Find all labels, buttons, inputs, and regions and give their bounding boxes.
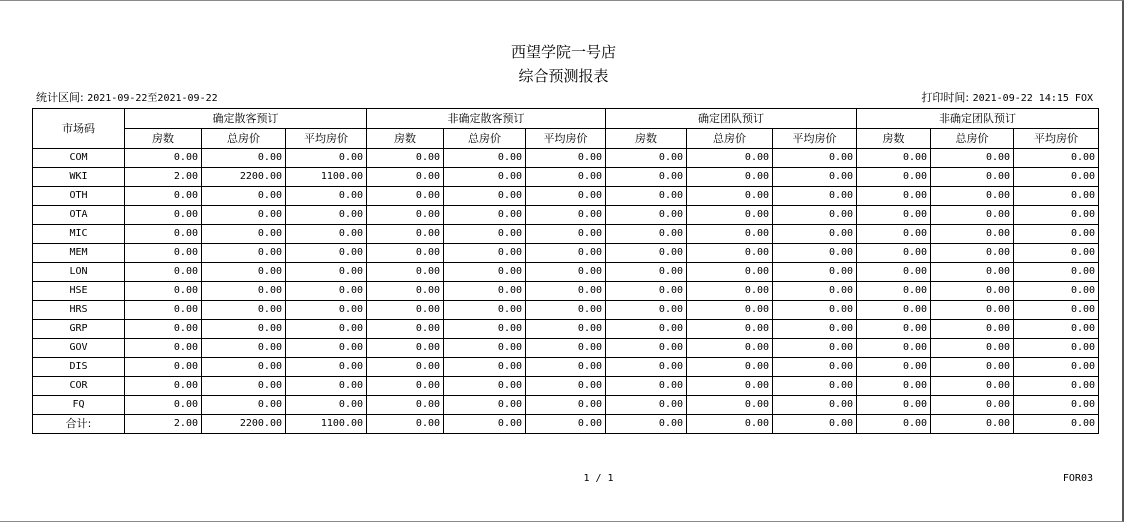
value-cell: 0.00 [931,187,1014,206]
sub-header-rooms: 房数 [606,129,687,149]
value-cell: 0.00 [526,263,606,282]
value-cell: 0.00 [606,225,687,244]
value-cell: 0.00 [125,187,202,206]
value-cell: 0.00 [444,263,526,282]
group-header-row [33,109,1099,129]
total-value-cell: 0.00 [773,415,857,434]
value-cell: 0.00 [286,320,367,339]
sub-header-rooms: 房数 [125,129,202,149]
value-cell: 0.00 [125,320,202,339]
market-code-cell: COR [33,377,125,396]
value-cell: 0.00 [1014,339,1099,358]
value-cell: 0.00 [1014,358,1099,377]
value-cell: 0.00 [125,339,202,358]
value-cell: 0.00 [286,206,367,225]
table-row [33,339,1099,358]
table-row [33,358,1099,377]
value-cell: 0.00 [857,206,931,225]
total-value-cell: 0.00 [444,415,526,434]
value-cell: 0.00 [367,282,444,301]
value-cell: 0.00 [606,320,687,339]
value-cell: 0.00 [1014,244,1099,263]
value-cell: 0.00 [857,301,931,320]
sub-header-total-rate: 总房价 [444,129,526,149]
value-cell: 0.00 [606,377,687,396]
value-cell: 0.00 [286,358,367,377]
print-time-value: 2021-09-22 14:15 FOX [972,93,1093,104]
value-cell: 0.00 [286,396,367,415]
value-cell: 0.00 [526,206,606,225]
table-row [33,377,1099,396]
value-cell: 0.00 [286,187,367,206]
period-label: 统计区间: [36,91,84,104]
value-cell: 0.00 [286,244,367,263]
value-cell: 0.00 [367,263,444,282]
group-header-unconfirmed-fit: 非确定散客预订 [367,109,606,129]
value-cell: 0.00 [857,168,931,187]
sub-header-rooms: 房数 [367,129,444,149]
value-cell: 0.00 [202,320,286,339]
value-cell: 0.00 [931,282,1014,301]
value-cell: 0.00 [687,244,773,263]
value-cell: 0.00 [687,168,773,187]
value-cell: 1100.00 [286,168,367,187]
table-row [33,301,1099,320]
value-cell: 0.00 [125,282,202,301]
value-cell: 0.00 [367,187,444,206]
value-cell: 0.00 [1014,320,1099,339]
value-cell: 0.00 [1014,149,1099,168]
total-value-cell: 0.00 [606,415,687,434]
value-cell: 0.00 [773,206,857,225]
value-cell: 0.00 [773,187,857,206]
table-row [33,168,1099,187]
sub-header-total-rate: 总房价 [202,129,286,149]
total-value-cell: 0.00 [526,415,606,434]
value-cell: 0.00 [444,244,526,263]
value-cell: 0.00 [367,206,444,225]
value-cell: 0.00 [773,282,857,301]
value-cell: 0.00 [202,187,286,206]
value-cell: 0.00 [606,282,687,301]
period-value: 2021-09-22至2021-09-22 [87,93,218,104]
value-cell: 0.00 [202,339,286,358]
value-cell: 0.00 [367,339,444,358]
value-cell: 0.00 [857,282,931,301]
value-cell: 0.00 [526,377,606,396]
value-cell: 0.00 [931,301,1014,320]
value-cell: 0.00 [606,358,687,377]
value-cell: 0.00 [857,263,931,282]
value-cell: 0.00 [773,263,857,282]
value-cell: 0.00 [773,320,857,339]
value-cell: 0.00 [687,225,773,244]
value-cell: 0.00 [202,396,286,415]
value-cell: 0.00 [125,358,202,377]
value-cell: 0.00 [1014,396,1099,415]
market-code-cell: DIS [33,358,125,377]
value-cell: 0.00 [773,225,857,244]
value-cell: 0.00 [687,320,773,339]
value-cell: 0.00 [444,377,526,396]
total-value-cell: 0.00 [857,415,931,434]
value-cell: 0.00 [286,263,367,282]
total-value-cell: 0.00 [931,415,1014,434]
value-cell: 2.00 [125,168,202,187]
market-code-cell: WKI [33,168,125,187]
value-cell: 0.00 [367,301,444,320]
market-code-cell: FQ [33,396,125,415]
value-cell: 0.00 [857,377,931,396]
value-cell: 0.00 [444,301,526,320]
value-cell: 0.00 [444,396,526,415]
value-cell: 0.00 [1014,377,1099,396]
value-cell: 0.00 [444,358,526,377]
value-cell: 0.00 [687,206,773,225]
value-cell: 0.00 [444,149,526,168]
value-cell: 0.00 [526,396,606,415]
value-cell: 0.00 [687,396,773,415]
value-cell: 0.00 [526,320,606,339]
value-cell: 0.00 [857,358,931,377]
value-cell: 0.00 [202,377,286,396]
table-row [33,244,1099,263]
value-cell: 0.00 [857,396,931,415]
value-cell: 0.00 [931,263,1014,282]
value-cell: 0.00 [367,358,444,377]
value-cell: 0.00 [687,377,773,396]
value-cell: 0.00 [286,149,367,168]
value-cell: 0.00 [773,244,857,263]
table-row [33,149,1099,168]
market-code-cell: LON [33,263,125,282]
value-cell: 0.00 [202,149,286,168]
value-cell: 0.00 [857,187,931,206]
value-cell: 2200.00 [202,168,286,187]
value-cell: 0.00 [526,149,606,168]
value-cell: 0.00 [125,396,202,415]
table-row [33,396,1099,415]
value-cell: 0.00 [606,339,687,358]
market-code-cell: GOV [33,339,125,358]
value-cell: 0.00 [526,187,606,206]
value-cell: 0.00 [773,149,857,168]
value-cell: 0.00 [857,339,931,358]
value-cell: 0.00 [606,168,687,187]
value-cell: 0.00 [526,339,606,358]
value-cell: 0.00 [125,263,202,282]
sub-header-avg-rate: 平均房价 [1014,129,1099,149]
value-cell: 0.00 [1014,263,1099,282]
print-time-info [921,91,1093,106]
value-cell: 0.00 [773,339,857,358]
value-cell: 0.00 [687,187,773,206]
period-info [36,91,218,106]
value-cell: 0.00 [931,339,1014,358]
value-cell: 0.00 [606,206,687,225]
market-code-cell: MEM [33,244,125,263]
value-cell: 0.00 [606,244,687,263]
value-cell: 0.00 [857,225,931,244]
value-cell: 0.00 [444,187,526,206]
value-cell: 0.00 [606,187,687,206]
total-row [33,415,1099,434]
market-code-cell: MIC [33,225,125,244]
value-cell: 0.00 [202,244,286,263]
value-cell: 0.00 [687,282,773,301]
value-cell: 0.00 [286,301,367,320]
value-cell: 0.00 [606,396,687,415]
value-cell: 0.00 [367,168,444,187]
value-cell: 0.00 [286,225,367,244]
value-cell: 0.00 [526,358,606,377]
total-value-cell: 0.00 [687,415,773,434]
group-header-confirmed-group: 确定团队预订 [606,109,857,129]
value-cell: 0.00 [286,339,367,358]
value-cell: 0.00 [286,377,367,396]
market-code-cell: OTA [33,206,125,225]
value-cell: 0.00 [202,263,286,282]
value-cell: 0.00 [606,301,687,320]
value-cell: 0.00 [687,358,773,377]
value-cell: 0.00 [773,358,857,377]
value-cell: 0.00 [687,149,773,168]
value-cell: 0.00 [125,244,202,263]
value-cell: 0.00 [526,301,606,320]
value-cell: 0.00 [1014,282,1099,301]
table-row [33,263,1099,282]
value-cell: 0.00 [931,149,1014,168]
value-cell: 0.00 [931,396,1014,415]
table-body [33,149,1099,415]
value-cell: 0.00 [687,301,773,320]
group-header-unconfirmed-group: 非确定团队预订 [857,109,1099,129]
value-cell: 0.00 [931,225,1014,244]
value-cell: 0.00 [286,282,367,301]
value-cell: 0.00 [444,339,526,358]
value-cell: 0.00 [125,377,202,396]
value-cell: 0.00 [931,320,1014,339]
market-code-cell: GRP [33,320,125,339]
table-row [33,225,1099,244]
total-value-cell: 2.00 [125,415,202,434]
value-cell: 0.00 [773,396,857,415]
value-cell: 0.00 [1014,168,1099,187]
value-cell: 0.00 [125,206,202,225]
value-cell: 0.00 [202,225,286,244]
market-code-cell: COM [33,149,125,168]
value-cell: 0.00 [773,301,857,320]
value-cell: 0.00 [125,225,202,244]
value-cell: 0.00 [367,320,444,339]
sub-header-avg-rate: 平均房价 [286,129,367,149]
sub-header-total-rate: 总房价 [931,129,1014,149]
value-cell: 0.00 [1014,187,1099,206]
value-cell: 0.00 [931,168,1014,187]
total-value-cell: 0.00 [1014,415,1099,434]
value-cell: 0.00 [606,149,687,168]
sub-header-total-rate: 总房价 [687,129,773,149]
total-value-cell: 0.00 [367,415,444,434]
value-cell: 0.00 [526,225,606,244]
report-code: FOR03 [1062,473,1093,484]
page-indicator: 1 / 1 [583,473,614,484]
value-cell: 0.00 [857,244,931,263]
value-cell: 0.00 [1014,301,1099,320]
value-cell: 0.00 [444,282,526,301]
value-cell: 0.00 [931,244,1014,263]
value-cell: 0.00 [367,244,444,263]
value-cell: 0.00 [773,377,857,396]
value-cell: 0.00 [202,282,286,301]
value-cell: 0.00 [125,149,202,168]
value-cell: 0.00 [367,377,444,396]
value-cell: 0.00 [444,206,526,225]
group-header-confirmed-fit: 确定散客预订 [125,109,367,129]
value-cell: 0.00 [857,320,931,339]
value-cell: 0.00 [1014,206,1099,225]
forecast-table [32,108,1099,434]
report-title: 综合预测报表 [518,67,609,85]
sub-header-row [33,129,1099,149]
table-row [33,320,1099,339]
value-cell: 0.00 [202,206,286,225]
value-cell: 0.00 [125,301,202,320]
value-cell: 0.00 [202,301,286,320]
total-value-cell: 1100.00 [286,415,367,434]
total-value-cell: 2200.00 [202,415,286,434]
value-cell: 0.00 [444,168,526,187]
hotel-name: 西望学院一号店 [510,43,616,61]
value-cell: 0.00 [931,206,1014,225]
value-cell: 0.00 [773,168,857,187]
value-cell: 0.00 [526,244,606,263]
table-row [33,282,1099,301]
value-cell: 0.00 [1014,225,1099,244]
value-cell: 0.00 [367,396,444,415]
market-code-cell: HRS [33,301,125,320]
value-cell: 0.00 [857,149,931,168]
sub-header-avg-rate: 平均房价 [773,129,857,149]
value-cell: 0.00 [367,149,444,168]
market-code-cell: OTH [33,187,125,206]
value-cell: 0.00 [931,358,1014,377]
market-code-cell: HSE [33,282,125,301]
table-row [33,187,1099,206]
table-row [33,206,1099,225]
sub-header-avg-rate: 平均房价 [526,129,606,149]
market-code-header: 市场码 [33,109,125,149]
value-cell: 0.00 [444,225,526,244]
total-label: 合计: [33,415,125,434]
value-cell: 0.00 [526,168,606,187]
value-cell: 0.00 [526,282,606,301]
value-cell: 0.00 [367,225,444,244]
value-cell: 0.00 [931,377,1014,396]
sub-header-rooms: 房数 [857,129,931,149]
print-time-label: 打印时间: [921,91,970,104]
value-cell: 0.00 [444,320,526,339]
value-cell: 0.00 [606,263,687,282]
value-cell: 0.00 [687,263,773,282]
value-cell: 0.00 [687,339,773,358]
value-cell: 0.00 [202,358,286,377]
